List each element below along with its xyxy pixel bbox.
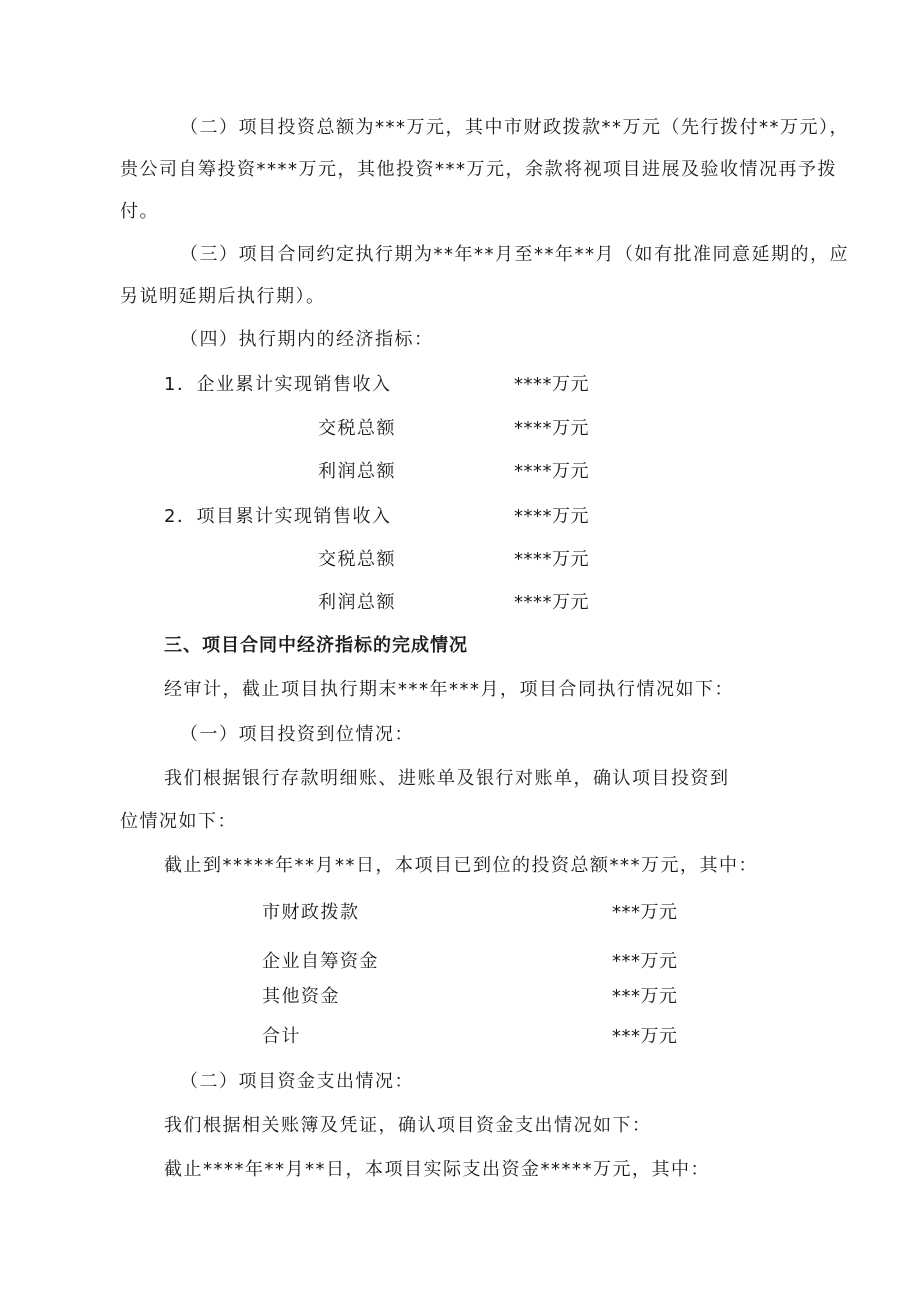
- paragraph-2-2-line-2: 贵公司自筹投资****万元，其他投资***万元，余款将视项目进展及验收情况再予拨: [120, 159, 837, 180]
- paragraph-2-2-line-3: 付。: [120, 201, 159, 222]
- indicator-value: ****万元: [514, 506, 589, 527]
- subsection-1-paragraph-line-2: 位情况如下：: [120, 811, 237, 832]
- paragraph-2-4-title: （四）执行期内的经济指标：: [180, 329, 434, 350]
- indicator-value: ****万元: [514, 418, 589, 439]
- paragraph-2-3-line-1: （三）项目合同约定执行期为**年**月至**年**月（如有批准同意延期的，应: [180, 244, 849, 265]
- investment-value: ***万元: [612, 902, 678, 923]
- section-3-heading: 三、项目合同中经济指标的完成情况: [164, 635, 468, 656]
- indicator-label: 利润总额: [318, 461, 396, 482]
- indicator-label: 2．项目累计实现销售收入: [164, 506, 392, 527]
- subsection-1-cutoff: 截止到*****年**月**日，本项目已到位的投资总额***万元，其中：: [164, 855, 758, 876]
- section-3-intro: 经审计，截止项目执行期末***年***月，项目合同执行情况如下：: [164, 679, 734, 700]
- investment-label: 市财政拨款: [262, 902, 360, 923]
- indicator-value: ****万元: [514, 374, 589, 395]
- investment-value: ***万元: [612, 986, 678, 1007]
- indicator-value: ****万元: [514, 549, 589, 570]
- investment-label: 其他资金: [262, 986, 340, 1007]
- investment-label: 企业自筹资金: [262, 951, 379, 972]
- paragraph-2-3-line-2: 另说明延期后执行期）。: [120, 286, 326, 307]
- investment-label: 合计: [262, 1026, 301, 1047]
- indicator-label: 1．企业累计实现销售收入: [164, 374, 392, 395]
- investment-value: ***万元: [612, 951, 678, 972]
- indicator-value: ****万元: [514, 461, 589, 482]
- subsection-2-cutoff: 截止****年**月**日，本项目实际支出资金*****万元，其中：: [164, 1159, 710, 1180]
- paragraph-2-2-line-1: （二）项目投资总额为***万元，其中市财政拨款**万元（先行拨付**万元），: [180, 117, 849, 138]
- subsection-2-title: （二）项目资金支出情况：: [180, 1071, 414, 1092]
- subsection-1-paragraph-line-1: 我们根据银行存款明细账、进账单及银行对账单，确认项目投资到: [164, 768, 730, 789]
- indicator-label: 交税总额: [318, 549, 396, 570]
- subsection-1-title: （一）项目投资到位情况：: [180, 724, 414, 745]
- indicator-label: 交税总额: [318, 418, 396, 439]
- investment-value: ***万元: [612, 1026, 678, 1047]
- subsection-2-paragraph: 我们根据相关账簿及凭证，确认项目资金支出情况如下：: [164, 1115, 652, 1136]
- indicator-label: 利润总额: [318, 592, 396, 613]
- indicator-value: ****万元: [514, 592, 589, 613]
